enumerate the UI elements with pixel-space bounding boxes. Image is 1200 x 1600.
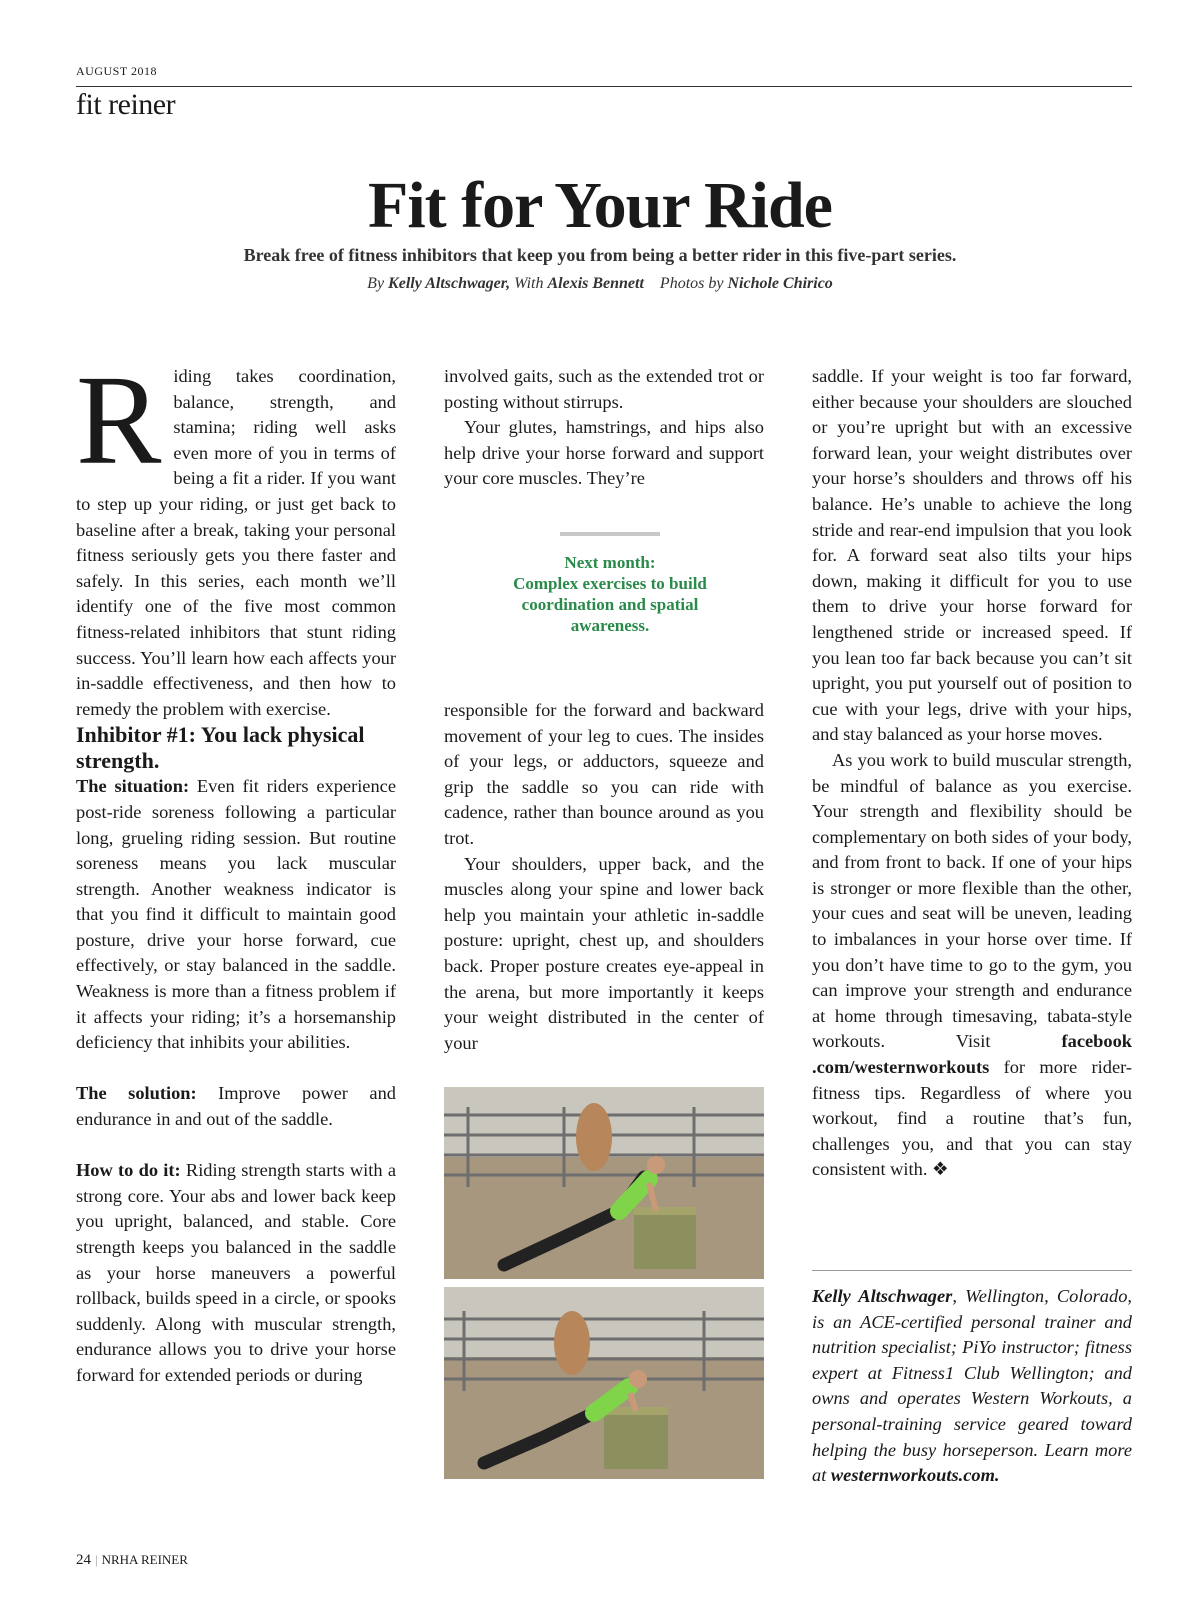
publication-name: NRHA REINER xyxy=(101,1552,188,1567)
pull-quote-text: Complex exercises to build coordination and spatial awareness. xyxy=(513,574,707,635)
col2-paragraph-1: involved gaits, such as the extended trot or posting without stirrups. xyxy=(444,366,764,412)
howto-text: Riding strength starts with a strong core. Your abs and lower back keep you upright, balanced, and stable. Core strength keeps you balanced in the saddle as your horse maneuvers a powerful rollback, builds speed in a circle, or spooks suddenly. Along with muscular strength, endurance allows you to drive your horse forward for extended periods or during xyxy=(76,1160,396,1385)
col3-paragraph-2-start: As you work to build muscular strength, be mindful of balance as you exercise. Your strength and flexibility should be complementary on both sides of your body, and from front to back. If one of your hips is stronger or more flexible than the other, your cues and seat will be uneven, leading to imbalances in your horse over time. If you don’t have time to go to the gym, you can improve your strength and endurance at home through timesaving, tabata-style workouts. Visit xyxy=(812,749,1132,1052)
bio-website-link[interactable]: westernworkouts.com. xyxy=(830,1465,1000,1486)
page-footer xyxy=(76,1552,188,1569)
section-name: fit reiner xyxy=(76,88,176,121)
col2-paragraph-2: Your glutes, hamstrings, and hips also help drive your horse forward and support your core muscles. They’re xyxy=(444,417,764,489)
byline-coauthor: Alexis Bennett xyxy=(547,275,644,292)
solution-label: The solution: xyxy=(76,1083,197,1104)
subhead-inhibitor-1: Inhibitor #1: You lack physical strength. xyxy=(76,722,365,774)
issue-date: AUGUST 2018 xyxy=(76,64,157,78)
byline-with: With xyxy=(514,275,544,292)
howto-paragraph xyxy=(76,1158,396,1388)
pull-quote-heading: Next month: xyxy=(564,553,656,572)
page-number: 24 xyxy=(76,1552,91,1568)
bio-text: , Wellington, Colorado, is an ACE-certified personal trainer and nutrition specialist; PiYo instructor; fitness expert at Fitness1 Club Wellington; and owns and operates Western Workouts, a personal-training service geared toward helping the busy horseperson. Learn more at xyxy=(812,1286,1132,1486)
article-title: Fit for Your Ride xyxy=(368,169,832,242)
drop-cap: R xyxy=(76,349,162,491)
exercise-photo-plank-start xyxy=(444,1087,764,1279)
situation-label: The situation: xyxy=(76,776,190,797)
howto-label: How to do it: xyxy=(76,1160,181,1181)
situation-paragraph xyxy=(76,774,396,1056)
pull-quote-rule xyxy=(560,532,660,536)
article-deck: Break free of fitness inhibitors that keep you from being a better rider in this five-part series. xyxy=(243,245,957,265)
photo-2-illustration xyxy=(444,1287,764,1479)
bio-rule xyxy=(812,1270,1132,1271)
footer-separator: | xyxy=(95,1552,98,1567)
column-3 xyxy=(812,364,1132,1183)
byline-photographer: Nichole Chirico xyxy=(727,275,833,292)
column-1 xyxy=(76,349,396,1389)
solution-paragraph xyxy=(76,1081,396,1132)
byline-author: Kelly Altschwager, xyxy=(388,275,511,292)
solution-text: Improve power and endurance in and out of the saddle. xyxy=(76,1083,396,1130)
photo-1-illustration xyxy=(444,1087,764,1279)
byline-photos-by: Photos by xyxy=(659,275,724,292)
col2-paragraph-2-cont: responsible for the forward and backward movement of your leg to cues. The insides of your legs, or adductors, squeeze and grip the saddle so you can ride with cadence, rather than bounce around as you trot. xyxy=(444,700,764,848)
header-rule xyxy=(76,86,1132,87)
facebook-link[interactable]: facebook .com/westernworkouts xyxy=(812,1031,1132,1078)
situation-text: Even fit riders experience post-ride soreness following a particular long, grueling riding session. But routine soreness means you lack muscular strength. Another weakness indicator is that you find it difficult to maintain good posture, drive your horse forward, cue effectively, or stay balanced in the saddle. Weakness is more than a fitness problem if it affects your riding; it’s a horsemanship deficiency that inhibits your abilities. xyxy=(76,776,396,1053)
column-2-top xyxy=(444,364,764,492)
bio-name: Kelly Altschwager xyxy=(812,1286,953,1306)
col3-paragraph-2-end: for more rider-fitness tips. Regardless of where you workout, find a routine that’s fun, challenges you, and that you can stay consistent with. ❖ xyxy=(812,1057,1132,1180)
col3-paragraph-2 xyxy=(812,748,1132,1183)
column-2-bottom xyxy=(444,698,764,1056)
intro-paragraph xyxy=(76,349,396,722)
exercise-photo-plank-down xyxy=(444,1287,764,1479)
pull-quote xyxy=(500,552,720,636)
col3-paragraph-1: saddle. If your weight is too far forward, either because your shoulders are slouched or you’re upright but with an excessive forward lean, your weight distributes over your horse’s shoulders and throws off his balance. He’s unable to achieve the long stride and rear-end impulsion that you look for. A forward seat also tilts your hips down, making it difficult for you to use them to drive your horse forward for lengthened stride or increased speed. If you lean too far back because you can’t sit upright, you put yourself out of position to cue with your legs, drive with your hips, and stay balanced as your horse moves. xyxy=(812,366,1132,745)
byline xyxy=(0,275,1200,293)
byline-by: By xyxy=(367,275,385,292)
col2-paragraph-3: Your shoulders, upper back, and the muscles along your spine and lower back help you maintain your athletic in-saddle posture: upright, chest up, and shoulders back. Proper posture creates eye-appeal in the arena, but more importantly it keeps your weight distributed in the center of your xyxy=(444,853,764,1053)
intro-text: iding takes coordination, balance, strength, and stamina; riding well asks even more of you in terms of being a fit a rider. If you want to step up your riding, or just get back to baseline after a break, taking your personal fitness seriously gets you there faster and safely. In this series, each month we’ll identify one of the five most common fitness-related inhibitors that stunt riding success. You’ll learn how each affects your in-saddle effectiveness, and then how to remedy the problem with exercise. xyxy=(76,366,396,719)
author-bio xyxy=(812,1284,1132,1489)
